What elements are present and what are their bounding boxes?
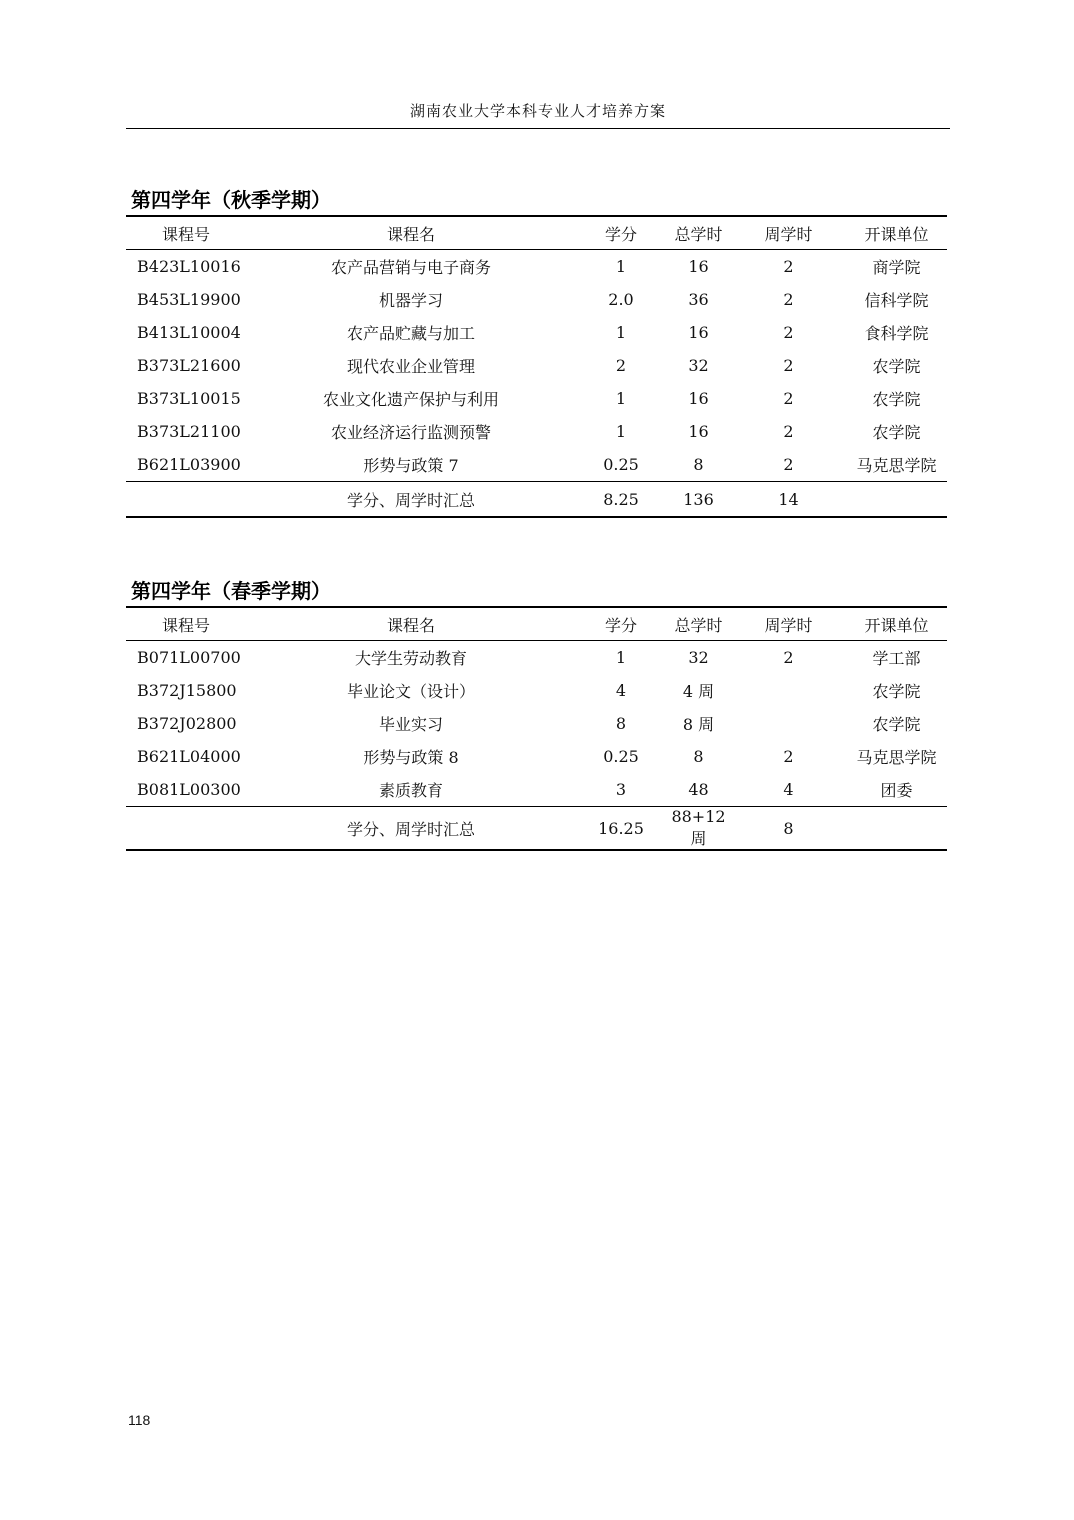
course-total-hours: 48 — [688, 780, 709, 799]
table-row — [126, 707, 947, 740]
course-name: 农产品贮藏与加工 — [346, 324, 475, 343]
table-row — [126, 740, 947, 773]
course-weekly-hours: 4 — [783, 780, 794, 799]
course-weekly-hours: 2 — [783, 648, 794, 667]
course-name: 现代农业企业管理 — [346, 357, 475, 376]
course-total-hours: 32 — [688, 648, 709, 667]
column-header-department: 开课单位 — [846, 216, 947, 250]
course-total-hours: 8 周 — [682, 715, 715, 734]
course-weekly-hours: 2 — [783, 323, 794, 342]
page-number: 118 — [128, 1412, 151, 1428]
course-code: B621L03900 — [137, 455, 241, 474]
course-total-hours: 16 — [688, 323, 709, 342]
summary-credit: 16.25 — [576, 807, 666, 851]
table-row — [126, 283, 947, 316]
course-name: 形势与政策 8 — [363, 748, 459, 767]
course-code: B372J02800 — [137, 714, 237, 733]
course-weekly-hours — [731, 707, 846, 740]
course-code: B453L19900 — [137, 290, 241, 309]
summary-total-hours: 88+12 周 — [666, 807, 731, 851]
column-header-department: 开课单位 — [846, 607, 947, 641]
course-department: 马克思学院 — [856, 748, 937, 767]
course-department: 食科学院 — [864, 324, 929, 343]
summary-label: 学分、周学时汇总 — [126, 482, 576, 518]
course-department: 信科学院 — [864, 291, 929, 310]
column-header-credit: 学分 — [576, 607, 666, 641]
course-credit: 2 — [615, 356, 627, 375]
summary-credit: 8.25 — [576, 482, 666, 518]
course-credit: 1 — [615, 648, 627, 667]
course-total-hours: 32 — [688, 356, 709, 375]
spring-table-body — [126, 641, 947, 807]
table-header-row — [126, 216, 947, 250]
spring-section-title: 第四学年（春季学期） — [131, 579, 331, 603]
summary-weekly-hours: 14 — [731, 482, 846, 518]
course-department: 农学院 — [872, 715, 921, 734]
course-department: 学工部 — [872, 649, 921, 668]
table-row — [126, 250, 947, 284]
table-row — [126, 349, 947, 382]
course-code: B373L21600 — [137, 356, 241, 375]
course-weekly-hours — [731, 674, 846, 707]
column-header-weekly-hours: 周学时 — [731, 607, 846, 641]
course-name: 毕业论文（设计） — [346, 682, 475, 701]
running-header: 湖南农业大学本科专业人才培养方案 — [126, 100, 950, 129]
course-department: 马克思学院 — [856, 456, 937, 475]
course-department: 农学院 — [872, 682, 921, 701]
course-credit: 1 — [615, 389, 627, 408]
column-header-total-hours: 总学时 — [666, 216, 731, 250]
summary-department — [846, 482, 947, 518]
course-department: 商学院 — [872, 258, 921, 277]
course-department: 农学院 — [872, 390, 921, 409]
course-total-hours: 36 — [688, 290, 709, 309]
course-weekly-hours: 2 — [783, 747, 794, 766]
course-credit: 8 — [615, 714, 627, 733]
course-total-hours: 16 — [688, 257, 709, 276]
course-code: B373L21100 — [137, 422, 241, 441]
course-credit: 3 — [615, 780, 627, 799]
course-code: B621L04000 — [137, 747, 241, 766]
course-name: 农业经济运行监测预警 — [330, 423, 491, 442]
course-weekly-hours: 2 — [783, 455, 794, 474]
table-row — [126, 674, 947, 707]
course-credit: 1 — [615, 422, 627, 441]
spring-course-table — [126, 606, 947, 851]
column-header-credit: 学分 — [576, 216, 666, 250]
course-weekly-hours: 2 — [783, 257, 794, 276]
course-total-hours: 8 — [693, 455, 704, 474]
autumn-summary-row — [126, 482, 947, 518]
course-credit: 1 — [615, 323, 627, 342]
course-weekly-hours: 2 — [783, 389, 794, 408]
table-row — [126, 415, 947, 448]
course-total-hours: 4 周 — [682, 682, 715, 701]
course-name: 机器学习 — [378, 291, 443, 310]
course-name: 大学生劳动教育 — [354, 649, 467, 668]
column-header-name: 课程名 — [246, 607, 576, 641]
course-name: 毕业实习 — [378, 715, 443, 734]
course-code: B081L00300 — [137, 780, 241, 799]
column-header-code: 课程号 — [126, 607, 246, 641]
course-name: 农产品营销与电子商务 — [330, 258, 491, 277]
course-code: B071L00700 — [137, 648, 241, 667]
course-code: B373L10015 — [137, 389, 241, 408]
column-header-weekly-hours: 周学时 — [731, 216, 846, 250]
course-credit: 2.0 — [608, 290, 634, 309]
course-credit: 0.25 — [603, 747, 639, 766]
course-credit: 0.25 — [603, 455, 639, 474]
table-row — [126, 316, 947, 349]
course-name: 形势与政策 7 — [363, 456, 459, 475]
course-weekly-hours: 2 — [783, 356, 794, 375]
course-total-hours: 16 — [688, 389, 709, 408]
course-department: 农学院 — [872, 357, 921, 376]
column-header-total-hours: 总学时 — [666, 607, 731, 641]
column-header-name: 课程名 — [246, 216, 576, 250]
course-name: 农业文化遗产保护与利用 — [322, 390, 499, 409]
course-department: 团委 — [880, 781, 913, 800]
table-row — [126, 448, 947, 482]
summary-weekly-hours: 8 — [731, 807, 846, 851]
course-total-hours: 16 — [688, 422, 709, 441]
course-weekly-hours: 2 — [783, 290, 794, 309]
column-header-code: 课程号 — [126, 216, 246, 250]
summary-total-hours: 136 — [666, 482, 731, 518]
course-weekly-hours: 2 — [783, 422, 794, 441]
spring-summary-row — [126, 807, 947, 851]
summary-department — [846, 807, 947, 851]
course-name: 素质教育 — [378, 781, 443, 800]
course-code: B423L10016 — [137, 257, 241, 276]
autumn-table-body — [126, 250, 947, 482]
table-row — [126, 773, 947, 807]
course-credit: 4 — [615, 681, 627, 700]
course-credit: 1 — [615, 257, 627, 276]
course-department: 农学院 — [872, 423, 921, 442]
table-row — [126, 641, 947, 675]
table-header-row — [126, 607, 947, 641]
autumn-section-title: 第四学年（秋季学期） — [131, 188, 331, 212]
summary-label: 学分、周学时汇总 — [126, 807, 576, 851]
course-code: B372J15800 — [137, 681, 237, 700]
autumn-course-table — [126, 215, 947, 518]
course-total-hours: 8 — [693, 747, 704, 766]
course-code: B413L10004 — [137, 323, 241, 342]
table-row — [126, 382, 947, 415]
